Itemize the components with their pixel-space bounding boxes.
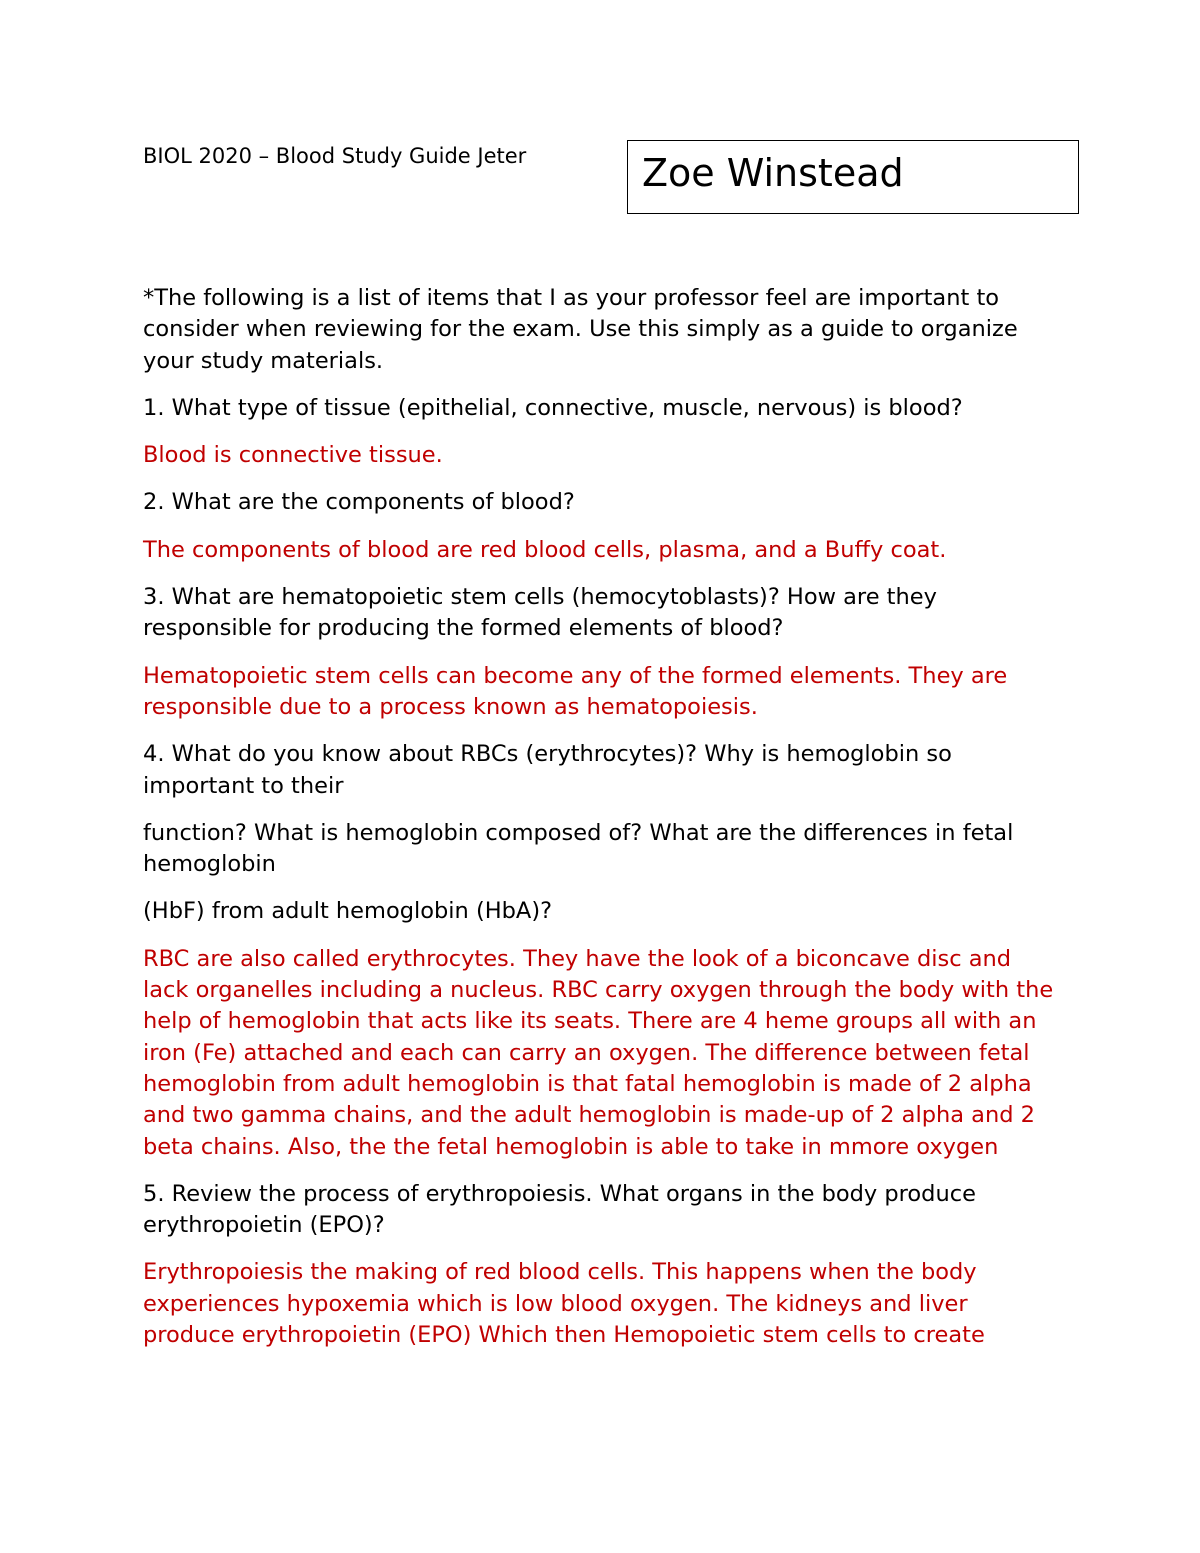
question-4-part-2: function? What is hemoglobin composed of? What are the differences in fetal hemoglobin xyxy=(143,819,1014,878)
answer-3: Hematopoietic stem cells can become any of the formed elements. They are responsible due to a process known as hematopoiesis. xyxy=(143,662,1008,720)
question-3: 3. What are hematopoietic stem cells (hemocytoblasts)? How are they responsible for producing the formed elements of blood? xyxy=(143,584,937,642)
question-5: 5. Review the process of erythropoiesis. What organs in the body produce erythropoietin (EPO)? xyxy=(143,1180,976,1239)
student-name-box xyxy=(627,140,1079,214)
question-2: 2. What are the components of blood? xyxy=(143,489,575,516)
student-name: Zoe Winstead xyxy=(642,151,904,195)
intro-paragraph: *The following is a list of items that I as your professor feel are important to consider when reviewing for the exam. Use this simply as a guide to organize your study materials. xyxy=(143,285,1018,374)
question-1: 1. What type of tissue (epithelial, connective, muscle, nervous) is blood? xyxy=(143,394,963,421)
answer-2: The components of blood are red blood cells, plasma, and a Buffy coat. xyxy=(143,536,947,563)
question-4-part-3: (HbF) from adult hemoglobin (HbA)? xyxy=(143,898,553,925)
answer-1: Blood is connective tissue. xyxy=(143,442,443,469)
answer-5: Erythropoiesis the making of red blood cells. This happens when the body experiences hypoxemia which is low blood oxygen. The kidneys and liver produce erythropoietin (EPO) Which then Hemopoietic stem cells to create xyxy=(143,1259,985,1349)
question-4-part-1: 4. What do you know about RBCs (erythrocytes)? Why is hemoglobin so important to their xyxy=(143,741,952,799)
study-guide-body xyxy=(143,283,1063,1367)
answer-4: RBC are also called erythrocytes. They have the look of a biconcave disc and lack organelles including a nucleus. RBC carry oxygen through the body with the help of hemoglobin that acts like its seats. There are 4 heme groups all with an iron (Fe) attached and each can carry an oxygen. The difference between fetal hemoglobin from adult hemoglobin is that fatal hemoglobin is made of 2 alpha and two gamma chains, and the adult hemoglobin is made-up of 2 alpha and 2 beta chains. Also, the the fetal hemoglobin is able to take in mmore oxygen xyxy=(143,945,1054,1160)
document-title: BIOL 2020 – Blood Study Guide Jeter xyxy=(143,144,527,168)
